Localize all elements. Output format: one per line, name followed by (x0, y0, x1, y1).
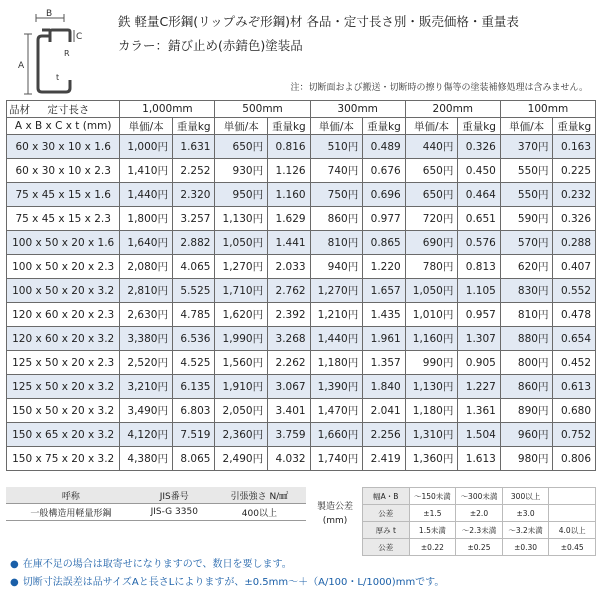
weight-cell: 4.065 (172, 255, 215, 279)
price-cell: 780円 (405, 255, 458, 279)
weight-cell: 1.961 (363, 327, 406, 351)
corner-header (7, 101, 120, 118)
tolerance-row (363, 539, 596, 556)
unit-price-header: 単価/本 (405, 118, 458, 135)
size-cell: 150 x 75 x 20 x 3.2 (7, 447, 120, 471)
tolerance-cell: ±3.0 (502, 505, 549, 522)
weight-cell: 2.262 (268, 351, 311, 375)
tolerance-cell (549, 488, 596, 505)
corner-length-label: 定寸長さ (47, 103, 90, 116)
weight-cell: 2.882 (172, 231, 215, 255)
weight-cell: 0.654 (553, 327, 596, 351)
weight-cell: 4.785 (172, 303, 215, 327)
size-cell: 125 x 50 x 20 x 3.2 (7, 375, 120, 399)
weight-cell: 1.504 (458, 423, 501, 447)
price-cell: 1,440円 (310, 327, 363, 351)
price-cell: 1,470円 (310, 399, 363, 423)
price-cell: 3,210円 (120, 375, 173, 399)
weight-cell: 0.696 (363, 183, 406, 207)
price-cell: 930円 (215, 159, 268, 183)
weight-cell: 3.759 (268, 423, 311, 447)
weight-cell: 0.288 (553, 231, 596, 255)
price-cell: 2,050円 (215, 399, 268, 423)
footer-text-cutting: 切断寸法誤差は品サイズAと長さLによりますが、±0.5mm～＋（A/100・L/1000)mmです。 (22, 577, 445, 588)
weight-cell: 1.631 (172, 135, 215, 159)
price-cell: 1,660円 (310, 423, 363, 447)
price-cell: 1,560円 (215, 351, 268, 375)
corner-material-label: 品材 (9, 103, 30, 116)
size-cell: 100 x 50 x 20 x 3.2 (7, 279, 120, 303)
tolerance-row (363, 522, 596, 539)
price-cell: 1,000円 (120, 135, 173, 159)
weight-cell: 0.489 (363, 135, 406, 159)
length-header-1000: 1,000mm (120, 101, 215, 118)
diagram-label-t: t (56, 73, 60, 82)
tolerance-cell: ±0.22 (409, 539, 456, 556)
size-cell: 125 x 50 x 20 x 2.3 (7, 351, 120, 375)
bullet-icon: ● (10, 577, 19, 588)
price-cell: 750円 (310, 183, 363, 207)
price-cell: 1,010円 (405, 303, 458, 327)
weight-cell: 2.252 (172, 159, 215, 183)
price-cell: 1,390円 (310, 375, 363, 399)
weight-cell: 0.905 (458, 351, 501, 375)
table-row (7, 255, 596, 279)
price-cell: 1,620円 (215, 303, 268, 327)
weight-cell: 0.865 (363, 231, 406, 255)
table-row (7, 447, 596, 471)
price-cell: 810円 (310, 231, 363, 255)
price-cell: 570円 (500, 231, 553, 255)
price-cell: 620円 (500, 255, 553, 279)
weight-cell: 1.657 (363, 279, 406, 303)
footer-note-cutting (10, 573, 444, 588)
size-cell: 100 x 50 x 20 x 2.3 (7, 255, 120, 279)
price-cell: 4,120円 (120, 423, 173, 447)
weight-cell: 0.680 (553, 399, 596, 423)
tolerance-table (362, 487, 596, 556)
tolerance-row-label: 幅A・B (363, 488, 410, 505)
color-subtitle: カラー：錆び止め(赤錆色)塗装品 (118, 38, 303, 53)
weight-cell: 7.519 (172, 423, 215, 447)
table-row (7, 423, 596, 447)
tolerance-row-label: 公差 (363, 539, 410, 556)
diagram-label-r: R (64, 49, 70, 58)
price-cell: 1,640円 (120, 231, 173, 255)
price-cell: 1,130円 (215, 207, 268, 231)
weight-cell: 2.320 (172, 183, 215, 207)
weight-cell: 1.160 (268, 183, 311, 207)
price-cell: 1,310円 (405, 423, 458, 447)
price-cell: 1,270円 (310, 279, 363, 303)
price-cell: 1,180円 (310, 351, 363, 375)
weight-cell: 2.033 (268, 255, 311, 279)
tolerance-row-label: 公差 (363, 505, 410, 522)
tolerance-row-label: 厚み t (363, 522, 410, 539)
price-cell: 950円 (215, 183, 268, 207)
unit-price-header: 単価/本 (500, 118, 553, 135)
page-title: 鉄 軽量C形鋼(リップみぞ形鋼)材 各品・定寸長さ別・販売価格・重量表 (118, 14, 519, 29)
weight-cell: 0.957 (458, 303, 501, 327)
size-cell: 120 x 60 x 20 x 3.2 (7, 327, 120, 351)
table-row (7, 399, 596, 423)
tolerance-cell: 300以上 (502, 488, 549, 505)
price-cell: 2,810円 (120, 279, 173, 303)
price-cell: 1,410円 (120, 159, 173, 183)
tolerance-cell: 4.0以上 (549, 522, 596, 539)
price-cell: 1,050円 (405, 279, 458, 303)
weight-cell: 1.361 (458, 399, 501, 423)
tolerance-cell: ±0.45 (549, 539, 596, 556)
tolerance-cell: ～300未満 (456, 488, 503, 505)
price-cell: 1,210円 (310, 303, 363, 327)
price-cell: 370円 (500, 135, 553, 159)
price-cell: 890円 (500, 399, 553, 423)
tolerance-label-line: 製造公差 (316, 502, 353, 512)
size-cell: 75 x 45 x 15 x 2.3 (7, 207, 120, 231)
table-row (7, 231, 596, 255)
weight-cell: 1.840 (363, 375, 406, 399)
tolerance-cell: ±0.30 (502, 539, 549, 556)
diagram-label-c: C (76, 32, 83, 42)
weight-cell: 1.307 (458, 327, 501, 351)
weight-cell: 0.326 (553, 207, 596, 231)
weight-header: 重量kg (172, 118, 215, 135)
price-cell: 860円 (310, 207, 363, 231)
price-cell: 990円 (405, 351, 458, 375)
weight-cell: 0.163 (553, 135, 596, 159)
tolerance-label (312, 500, 358, 528)
table-row (7, 375, 596, 399)
price-cell: 650円 (405, 183, 458, 207)
c-channel-diagram (6, 8, 86, 100)
weight-cell: 5.525 (172, 279, 215, 303)
price-cell: 1,050円 (215, 231, 268, 255)
weight-cell: 0.464 (458, 183, 501, 207)
coating-note: 注：切断面および搬送・切断時の擦り傷等の塗装補修処理は含みません。 (290, 83, 588, 93)
price-cell: 860円 (500, 375, 553, 399)
footer-note-stock (10, 555, 292, 570)
tolerance-cell: ～3.2未満 (502, 522, 549, 539)
weight-cell: 2.419 (363, 447, 406, 471)
spec-table (6, 487, 306, 521)
price-weight-table (6, 100, 596, 471)
price-cell: 550円 (500, 183, 553, 207)
size-cell: 100 x 50 x 20 x 1.6 (7, 231, 120, 255)
diagram-label-a: A (18, 61, 25, 71)
spec-header-tensile: 引張強さ N/㎟ (213, 487, 306, 504)
length-header-200: 200mm (405, 101, 500, 118)
weight-cell: 0.806 (553, 447, 596, 471)
size-column-header: A x B x C x t (mm) (7, 118, 120, 135)
weight-cell: 1.613 (458, 447, 501, 471)
weight-cell: 0.225 (553, 159, 596, 183)
weight-cell: 0.813 (458, 255, 501, 279)
weight-cell: 3.401 (268, 399, 311, 423)
price-cell: 1,710円 (215, 279, 268, 303)
footer-text-stock: 在庫不足の場合は取寄せになりますので、数日を要します。 (22, 559, 292, 570)
spec-header-jis: JIS番号 (136, 487, 213, 504)
weight-cell: 0.676 (363, 159, 406, 183)
price-cell: 510円 (310, 135, 363, 159)
weight-header: 重量kg (363, 118, 406, 135)
table-row (7, 327, 596, 351)
price-cell: 690円 (405, 231, 458, 255)
table-row (7, 135, 596, 159)
price-cell: 720円 (405, 207, 458, 231)
price-cell: 650円 (405, 159, 458, 183)
size-cell: 60 x 30 x 10 x 2.3 (7, 159, 120, 183)
tolerance-cell (549, 505, 596, 522)
weight-cell: 0.613 (553, 375, 596, 399)
price-cell: 2,080円 (120, 255, 173, 279)
price-cell: 940円 (310, 255, 363, 279)
weight-cell: 0.816 (268, 135, 311, 159)
price-cell: 810円 (500, 303, 553, 327)
table-row (7, 159, 596, 183)
price-cell: 1,440円 (120, 183, 173, 207)
tolerance-cell: ±0.25 (456, 539, 503, 556)
length-header-100: 100mm (500, 101, 595, 118)
weight-cell: 2.392 (268, 303, 311, 327)
price-cell: 440円 (405, 135, 458, 159)
weight-cell: 1.441 (268, 231, 311, 255)
weight-cell: 1.435 (363, 303, 406, 327)
tolerance-row (363, 505, 596, 522)
tolerance-cell: ～2.3未満 (456, 522, 503, 539)
weight-cell: 0.450 (458, 159, 501, 183)
spec-header-name: 呼称 (6, 487, 136, 504)
price-cell: 2,520円 (120, 351, 173, 375)
size-cell: 75 x 45 x 15 x 1.6 (7, 183, 120, 207)
tolerance-cell: ±1.5 (409, 505, 456, 522)
table-row (7, 303, 596, 327)
unit-price-header: 単価/本 (120, 118, 173, 135)
weight-cell: 2.256 (363, 423, 406, 447)
table-row (7, 279, 596, 303)
table-row (7, 183, 596, 207)
length-header-500: 500mm (215, 101, 310, 118)
weight-cell: 0.977 (363, 207, 406, 231)
weight-cell: 0.232 (553, 183, 596, 207)
price-cell: 3,490円 (120, 399, 173, 423)
table-row (7, 207, 596, 231)
price-cell: 2,490円 (215, 447, 268, 471)
unit-price-header: 単価/本 (310, 118, 363, 135)
weight-cell: 2.762 (268, 279, 311, 303)
weight-header: 重量kg (553, 118, 596, 135)
price-cell: 1,130円 (405, 375, 458, 399)
diagram-label-b: B (46, 9, 53, 19)
weight-cell: 6.536 (172, 327, 215, 351)
weight-cell: 1.105 (458, 279, 501, 303)
unit-price-header: 単価/本 (215, 118, 268, 135)
price-cell: 800円 (500, 351, 553, 375)
weight-cell: 1.227 (458, 375, 501, 399)
price-cell: 1,360円 (405, 447, 458, 471)
weight-cell: 3.268 (268, 327, 311, 351)
size-cell: 150 x 65 x 20 x 3.2 (7, 423, 120, 447)
weight-cell: 2.041 (363, 399, 406, 423)
price-cell: 740円 (310, 159, 363, 183)
price-cell: 590円 (500, 207, 553, 231)
table-row (7, 351, 596, 375)
price-cell: 880円 (500, 327, 553, 351)
tolerance-row (363, 488, 596, 505)
length-header-300: 300mm (310, 101, 405, 118)
weight-cell: 0.576 (458, 231, 501, 255)
weight-cell: 3.067 (268, 375, 311, 399)
tolerance-cell: ±2.0 (456, 505, 503, 522)
price-cell: 2,360円 (215, 423, 268, 447)
weight-cell: 4.032 (268, 447, 311, 471)
weight-cell: 0.407 (553, 255, 596, 279)
weight-cell: 4.525 (172, 351, 215, 375)
price-cell: 1,910円 (215, 375, 268, 399)
tolerance-label-line: (mm) (322, 516, 348, 526)
weight-cell: 8.065 (172, 447, 215, 471)
weight-cell: 0.651 (458, 207, 501, 231)
price-cell: 1,800円 (120, 207, 173, 231)
price-cell: 3,380円 (120, 327, 173, 351)
price-cell: 1,180円 (405, 399, 458, 423)
size-cell: 120 x 60 x 20 x 2.3 (7, 303, 120, 327)
weight-cell: 6.135 (172, 375, 215, 399)
price-cell: 1,990円 (215, 327, 268, 351)
size-cell: 60 x 30 x 10 x 1.6 (7, 135, 120, 159)
weight-cell: 0.326 (458, 135, 501, 159)
weight-header: 重量kg (458, 118, 501, 135)
weight-cell: 6.803 (172, 399, 215, 423)
price-cell: 960円 (500, 423, 553, 447)
price-cell: 1,160円 (405, 327, 458, 351)
weight-cell: 0.478 (553, 303, 596, 327)
spec-value-name: 一般構造用軽量形鋼 (6, 504, 136, 521)
price-cell: 550円 (500, 159, 553, 183)
price-cell: 4,380円 (120, 447, 173, 471)
weight-cell: 1.629 (268, 207, 311, 231)
weight-cell: 3.257 (172, 207, 215, 231)
price-cell: 650円 (215, 135, 268, 159)
size-cell: 150 x 50 x 20 x 3.2 (7, 399, 120, 423)
price-cell: 1,740円 (310, 447, 363, 471)
weight-cell: 1.126 (268, 159, 311, 183)
spec-value-jis: JIS-G 3350 (136, 504, 213, 521)
bullet-icon: ● (10, 559, 19, 570)
tolerance-cell: 1.5未満 (409, 522, 456, 539)
weight-header: 重量kg (268, 118, 311, 135)
weight-cell: 0.452 (553, 351, 596, 375)
weight-cell: 1.357 (363, 351, 406, 375)
price-cell: 2,630円 (120, 303, 173, 327)
weight-cell: 0.752 (553, 423, 596, 447)
price-cell: 830円 (500, 279, 553, 303)
spec-value-tensile: 400以上 (213, 504, 306, 521)
tolerance-cell: ～150未満 (409, 488, 456, 505)
price-cell: 980円 (500, 447, 553, 471)
weight-cell: 0.552 (553, 279, 596, 303)
price-cell: 1,270円 (215, 255, 268, 279)
weight-cell: 1.220 (363, 255, 406, 279)
